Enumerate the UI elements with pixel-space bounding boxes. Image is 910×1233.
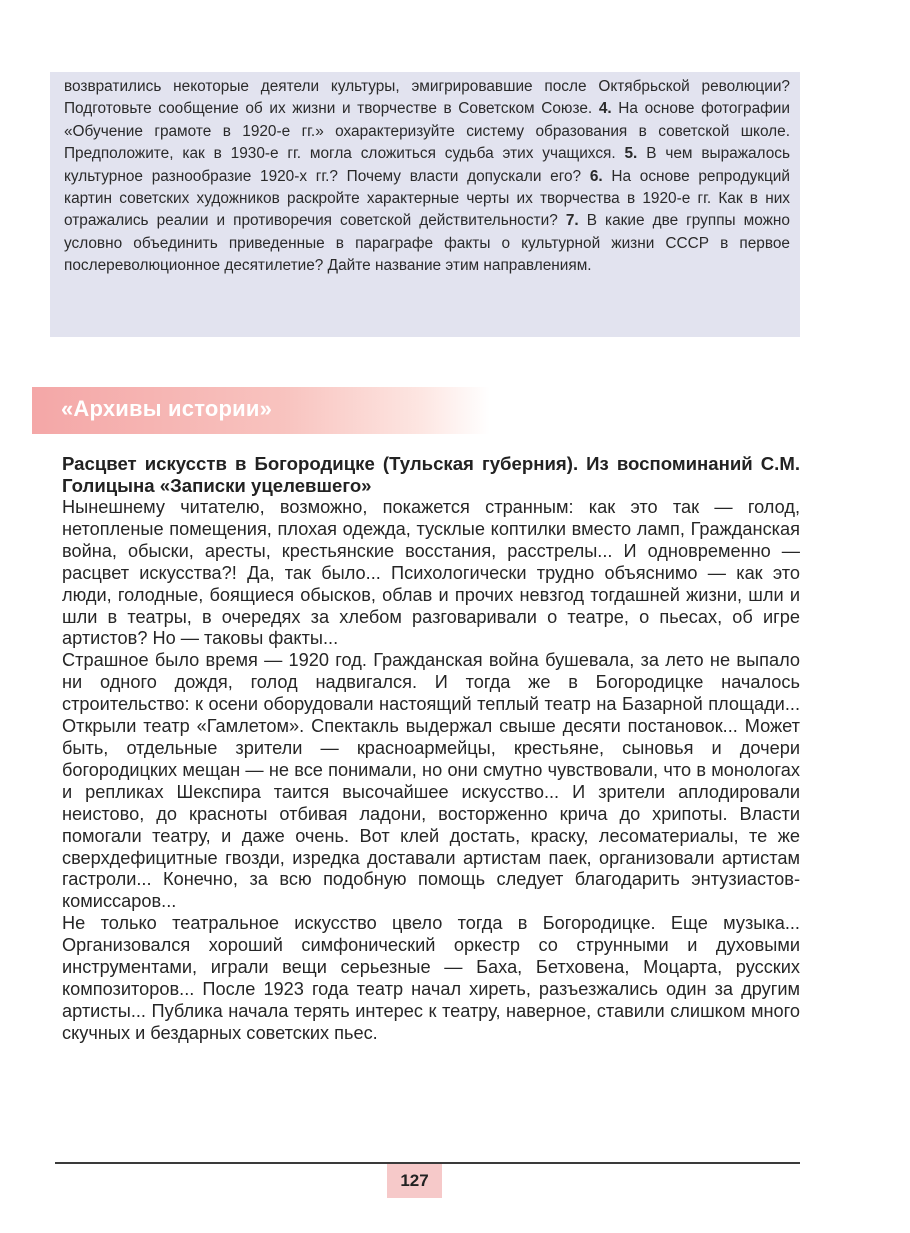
question-number: 7.	[565, 212, 579, 230]
question-number: 5.	[624, 145, 638, 163]
question-number: 4.	[598, 100, 612, 118]
archive-article	[62, 453, 800, 1045]
question-number: 6.	[589, 167, 603, 185]
article-heading: Расцвет искусств в Богородицке (Тульская губерния). Из воспоминаний С.М. Голицына «Записки уцелевшего»	[62, 453, 800, 496]
questions-text	[64, 76, 790, 278]
questions-part: В какие две группы можно условно объединить приведенные в параграфе факты о культурной жизни СССР в первое послереволюционное десятилетие? Дайте название этим направлениям.	[64, 212, 790, 275]
article-paragraph: Не только театральное искусство цвело тогда в Богородицке. Еще музыка... Организовался хороший симфонический оркестр со струнными и духовыми инструментами, играли вещи серьезные — Баха, Бетховена, Моцарта, русских композиторов... После 1923 года театр начал хиреть, разъезжались один за другим артисты... Публика начала терять интерес к театру, наверное, ставили слишком много скучных и бездарных советских пьес.	[62, 913, 800, 1043]
page-number-box	[387, 1164, 442, 1198]
article-paragraph: Страшное было время — 1920 год. Гражданская война бушевала, за лето не выпало ни одного дождя, голод надвигался. И тогда же в Богородицке началось строительство: к осени оборудовали настоящий теплый театр на Базарной площади... Открыли театр «Гамлетом». Спектакль выдержал свыше десяти постановок... Может быть, отдельные зрители — красноармейцы, крестьяне, сыновья и дочери богородицких мещан — не все понимали, но они смутно чувствовали, что в монологах и репликах Шекспира таится высочайшее искусство... И зрители аплодировали неистово, до красноты отбивая ладони, восторженно крича до хрипоты. Власти помогали театру, и даже очень. Вот клей достать, краску, лесоматериалы, те же сверхдефицитные гвозди, изредка доставали артистам паек, организовали артистам гастроли... Конечно, за всю подобную помощь следует благодарить энтузиастов-комиссаров...	[62, 650, 800, 912]
questions-part: На основе фотографии «Обучение грамоте в 1920-е гг.» охарактеризуйте систему образования в советской школе. Предположите, как в 1930-е гг. могла сложиться судьба этих учащихся.	[64, 100, 790, 163]
questions-part: На основе репродукций картин советских художников раскройте характерные черты их творчества в 1920-е гг. Как в них отражались реалии и противоречия советской действительности?	[64, 167, 791, 230]
archive-section-title: «Архивы истории»	[61, 396, 273, 421]
page-number: 127	[400, 1171, 429, 1190]
questions-part: возвратились некоторые деятели культуры, эмигрировавшие после Октябрьской революции? Подготовьте сообщение об их жизни и творчестве в Советском Союзе.	[64, 78, 790, 118]
questions-box	[50, 72, 800, 337]
questions-part: В чем выражалось культурное разнообразие 1920-х гг.? Почему власти допускали его?	[64, 145, 790, 185]
article-paragraph: Нынешнему читателю, возможно, покажется странным: как это так — голод, нетопленые помещения, плохая одежда, тусклые коптилки вместо ламп, Гражданская война, обыски, аресты, крестьянские восстания, расстрелы... И одновременно — расцвет искусства?! Да, так было... Психологически трудно объяснимо — как это люди, голодные, боящиеся обысков, облав и прочих невзгод тогдашней жизни, шли и шли в театры, в очередях за хлебом разговаривали о театре, о пьесах, об игре артистов? Но — таковы факты...	[62, 497, 800, 649]
